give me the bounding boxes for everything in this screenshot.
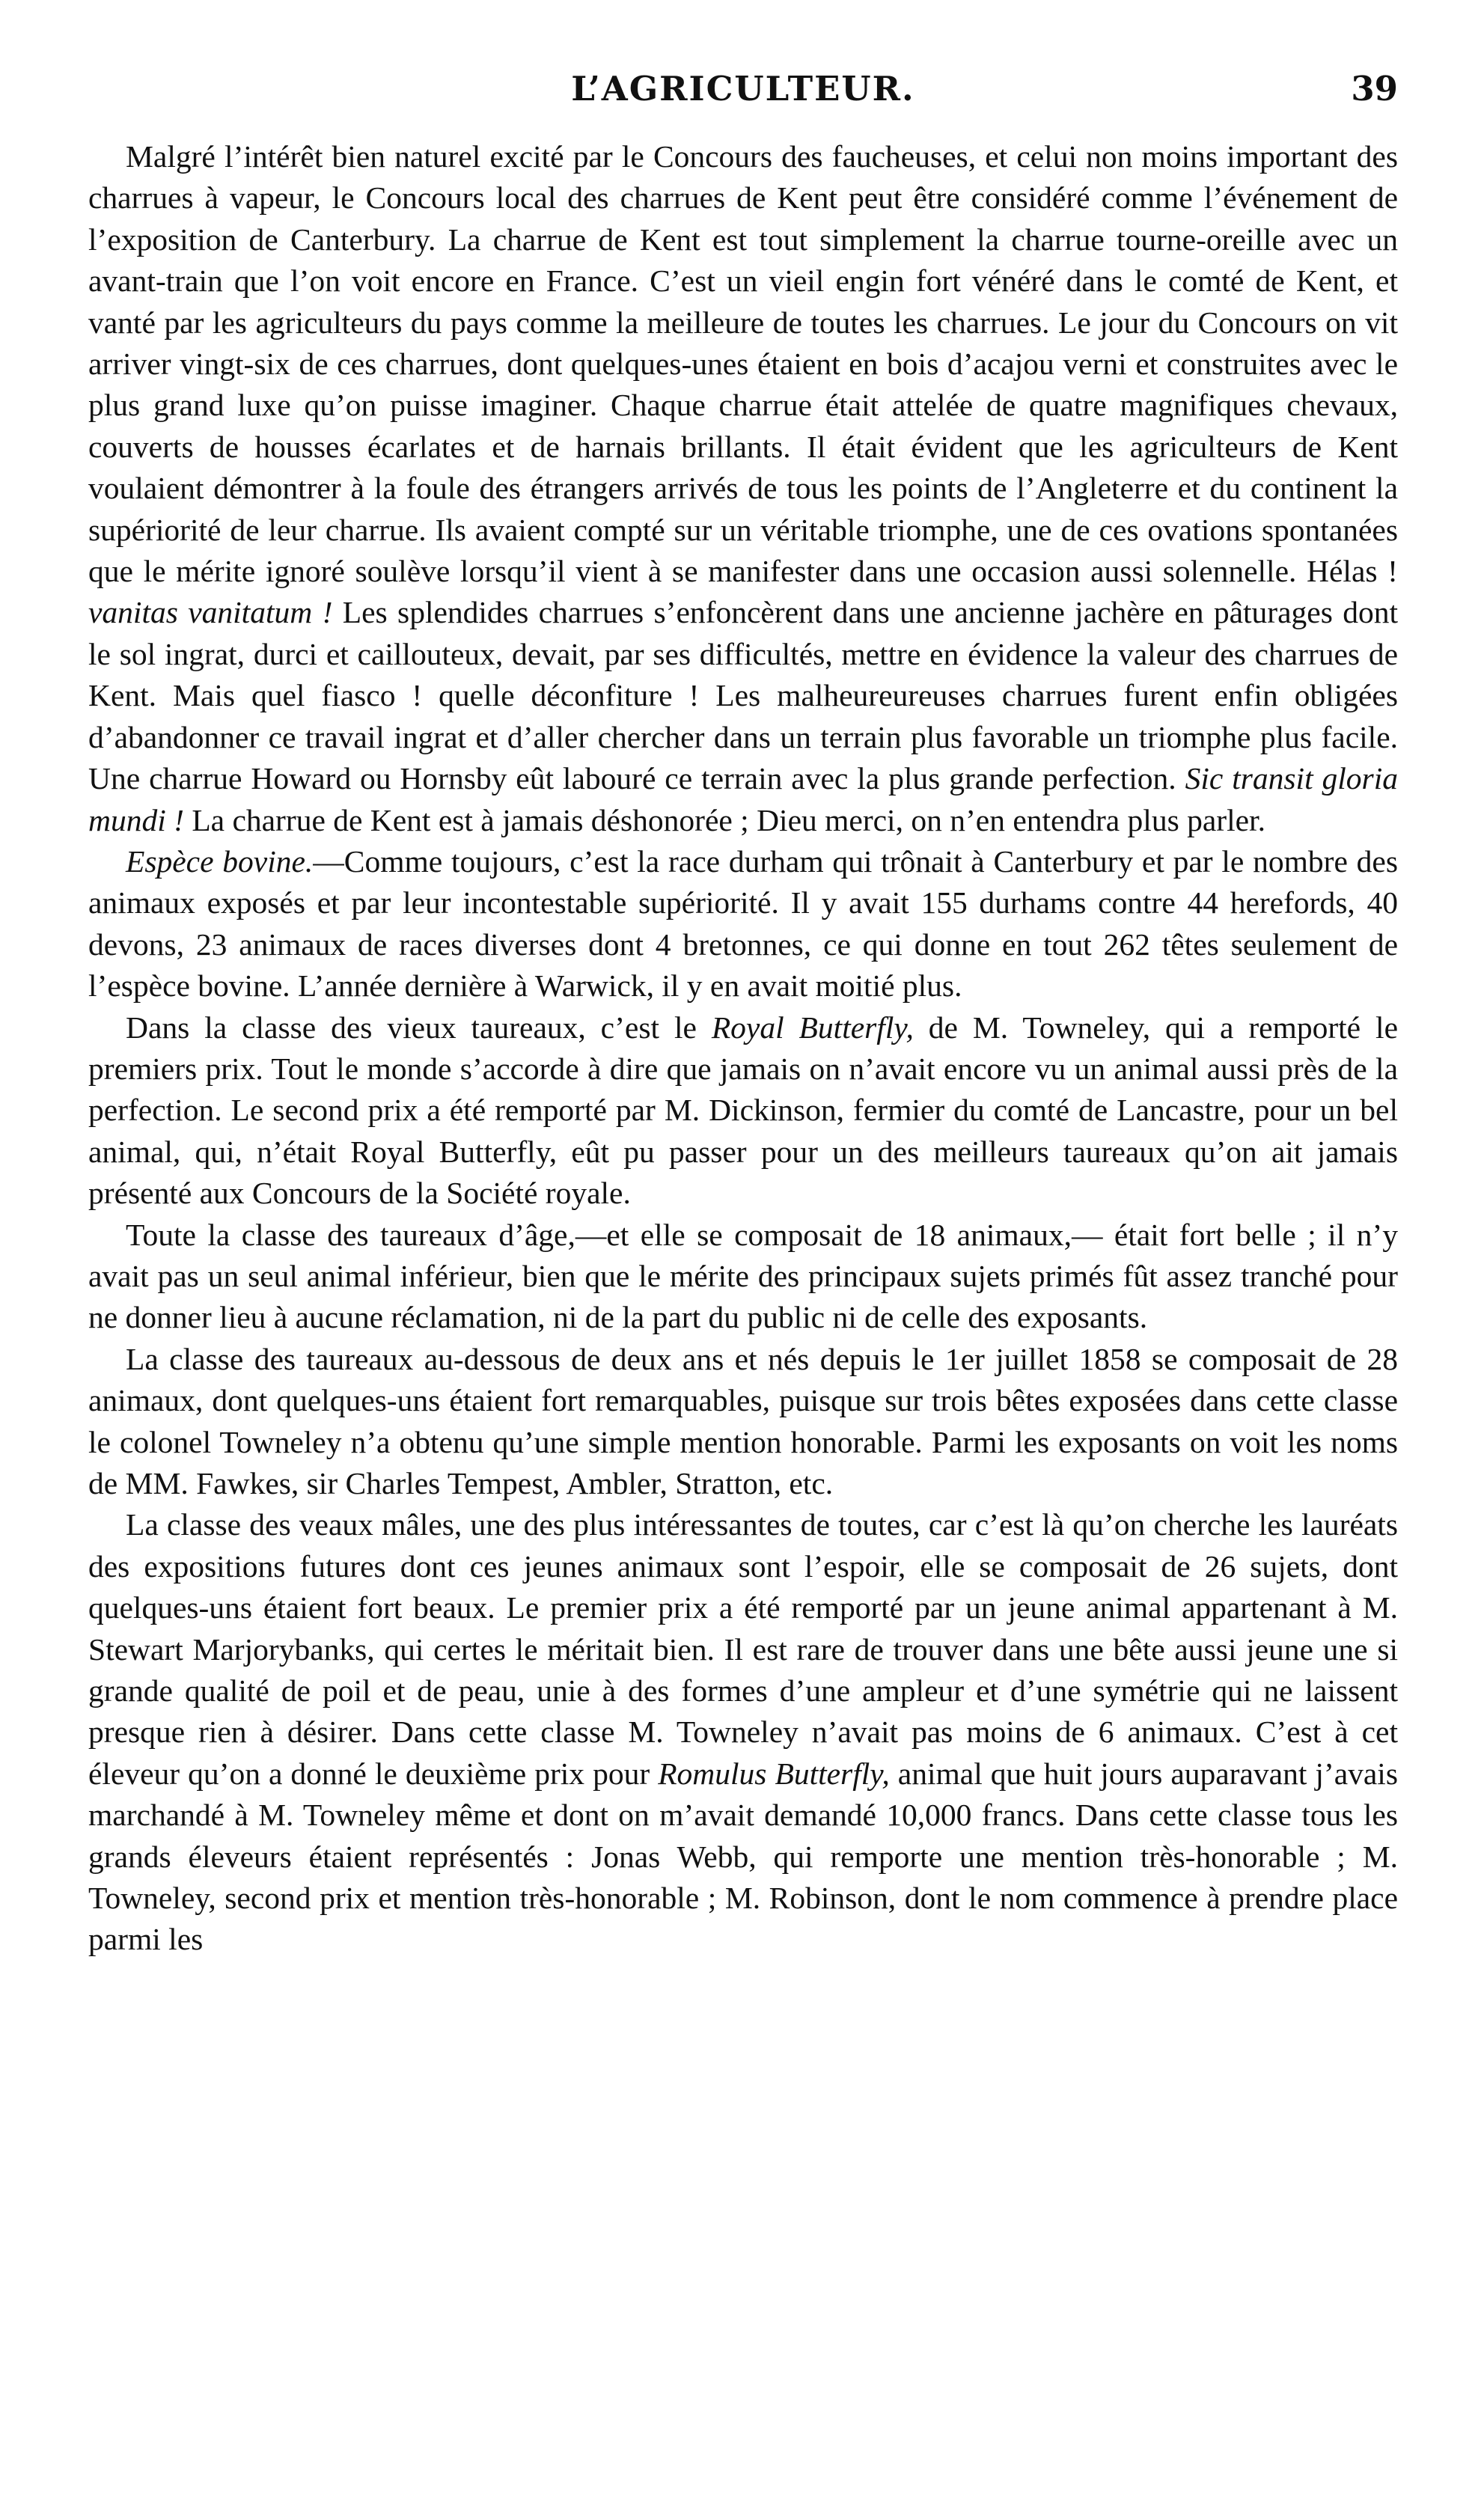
text-run: Malgré l’intérêt bien naturel excité par le Concours des faucheuses, et celui non moins important des charrues à vapeur, le Concours local des charrues de Kent peut être considéré comme l’événement de l’exposition de Canterbury. La charrue de Kent est tout simplement la charrue tourne-oreille avec un avant-train que l’on voit encore en France. C’est un vieil engin fort vénéré dans le comté de Kent, et vanté par les agriculteurs du pays comme la meilleure de toutes les charrues. Le jour du Concours on vit arriver vingt-six de ces charrues, dont quelques-unes étaient en bois d’acajou verni et construites avec le plus grand luxe qu’on puisse imaginer. Chaque charrue était attelée de quatre magnifiques chevaux, couverts de housses écarlates et de harnais brillants. Il était évident que les agriculteurs de Kent voulaient démontrer à la foule des étrangers arrivés de tous les points de l’Angleterre et du continent la supériorité de leur charrue. Ils avaient compté sur un véritable triomphe, une de ces ovations spontanées que le mérite ignoré soulève lorsqu’il vient à se manifester dans une occasion aussi solennelle. Hélas !	[88, 139, 1398, 589]
paragraph	[88, 841, 1398, 1007]
text-run: La charrue de Kent est à jamais déshonorée ; Dieu merci, on n’en entendra plus parler.	[183, 802, 1265, 837]
text-run: Dans la classe des vieux taureaux, c’est le	[126, 1010, 712, 1045]
paragraph	[88, 1504, 1398, 1960]
text-run: La classe des taureaux au-dessous de deux ans et nés depuis le 1er juillet 1858 se composait de 28 animaux, dont quelques-uns étaient fort remarquables, puisque sur trois bêtes exposées dans cette classe le colonel Towneley n’a obtenu qu’une simple mention honorable. Parmi les exposants on voit les noms de MM. Fawkes, sir Charles Tempest, Ambler, Stratton, etc.	[88, 1341, 1398, 1500]
paragraph	[88, 1215, 1398, 1339]
text-run: —Comme toujours, c’est la race durham qui trônait à Canterbury et par le nombre des animaux exposés et par leur incontestable supériorité. Il y avait 155 durhams contre 44 herefords, 40 devons, 23 animaux de races diverses dont 4 bretonnes, ce qui donne en tout 262 têtes seulement de l’espèce bovine. L’année dernière à Warwick, il y en avait moitié plus.	[88, 843, 1398, 1004]
text-run: La classe des veaux mâles, une des plus intéressantes de toutes, car c’est là qu’on cherche les lauréats des expositions futures dont ces jeunes animaux sont l’espoir, elle se composait de 26 sujets, dont quelques-uns étaient fort beaux. Le premier prix a été remporté par un jeune animal appartenant à M. Stewart Marjorybanks, qui certes le méritait bien. Il est rare de trouver dans une bête aussi jeune une si grande qualité de poil et de peau, unie à des formes d’une ampleur et d’une symétrie qui ne laissent presque rien à désirer. Dans cette classe M. Towneley n’avait pas moins de 6 animaux. C’est à cet éleveur qu’on a donné le deuxième prix pour	[88, 1507, 1398, 1791]
text-run: Toute la classe des taureaux d’âge,—et elle se composait de 18 animaux,— était fort belle ; il n’y avait pas un seul animal inférieur, bien que le mérite des principaux sujets primés fût assez tranché pour ne donner lieu à aucune réclamation, ni de la part du public ni de celle des exposants.	[88, 1217, 1398, 1335]
text-run: animal que huit jours auparavant j’avais marchandé à M. Towneley même et dont on m’avait demandé 10,000 francs. Dans cette classe tous les grands éleveurs étaient représentés : Jonas Webb, qui remporte une mention très-honorable ; M. Towneley, second prix et mention très-honorable ; M. Robinson, dont le nom commence à prendre place parmi les	[88, 1756, 1398, 1957]
italic-text: Royal Butterfly,	[711, 1010, 914, 1045]
text-run: Les splendides charrues s’enfoncèrent dans une ancienne jachère en pâturages dont le sol ingrat, durci et caillouteux, devait, par ses difficultés, mettre en évidence la valeur des charrues de Kent. Mais quel fiasco ! quelle déconfiture ! Les malheureureuses charrues furent enfin obligées d’abandonner ce travail ingrat et d’aller chercher dans un terrain plus favorable un triomphe plus facile. Une charrue Howard ou Hornsby eût labouré ce terrain avec la plus grande perfection.	[88, 595, 1398, 796]
text-run: de M. Towneley, qui a remporté le premiers prix. Tout le monde s’accorde à dire que jamais on n’avait encore vu un animal aussi près de la perfection. Le second prix a été remporté par M. Dickinson, fermier du comté de Lancastre, pour un bel animal, qui, n’était Royal Butterfly, eût pu passer pour un des meilleurs taureaux qu’on ait jamais présenté aux Concours de la Société royale.	[88, 1010, 1398, 1211]
paragraph	[88, 136, 1398, 841]
italic-text: Sic transit gloria mundi !	[88, 761, 1398, 837]
italic-text: vanitas vanitatum !	[88, 595, 333, 630]
page-header	[88, 69, 1398, 129]
running-title: L’AGRICULTEUR.	[571, 69, 915, 109]
italic-text: Espèce bovine.	[126, 843, 314, 879]
paragraph	[88, 1339, 1398, 1505]
paragraph	[88, 1007, 1398, 1215]
body-text	[88, 136, 1398, 1961]
page-number: 39	[1351, 69, 1398, 109]
italic-text: Romulus Butterfly,	[658, 1756, 890, 1791]
book-page	[88, 69, 1398, 1961]
